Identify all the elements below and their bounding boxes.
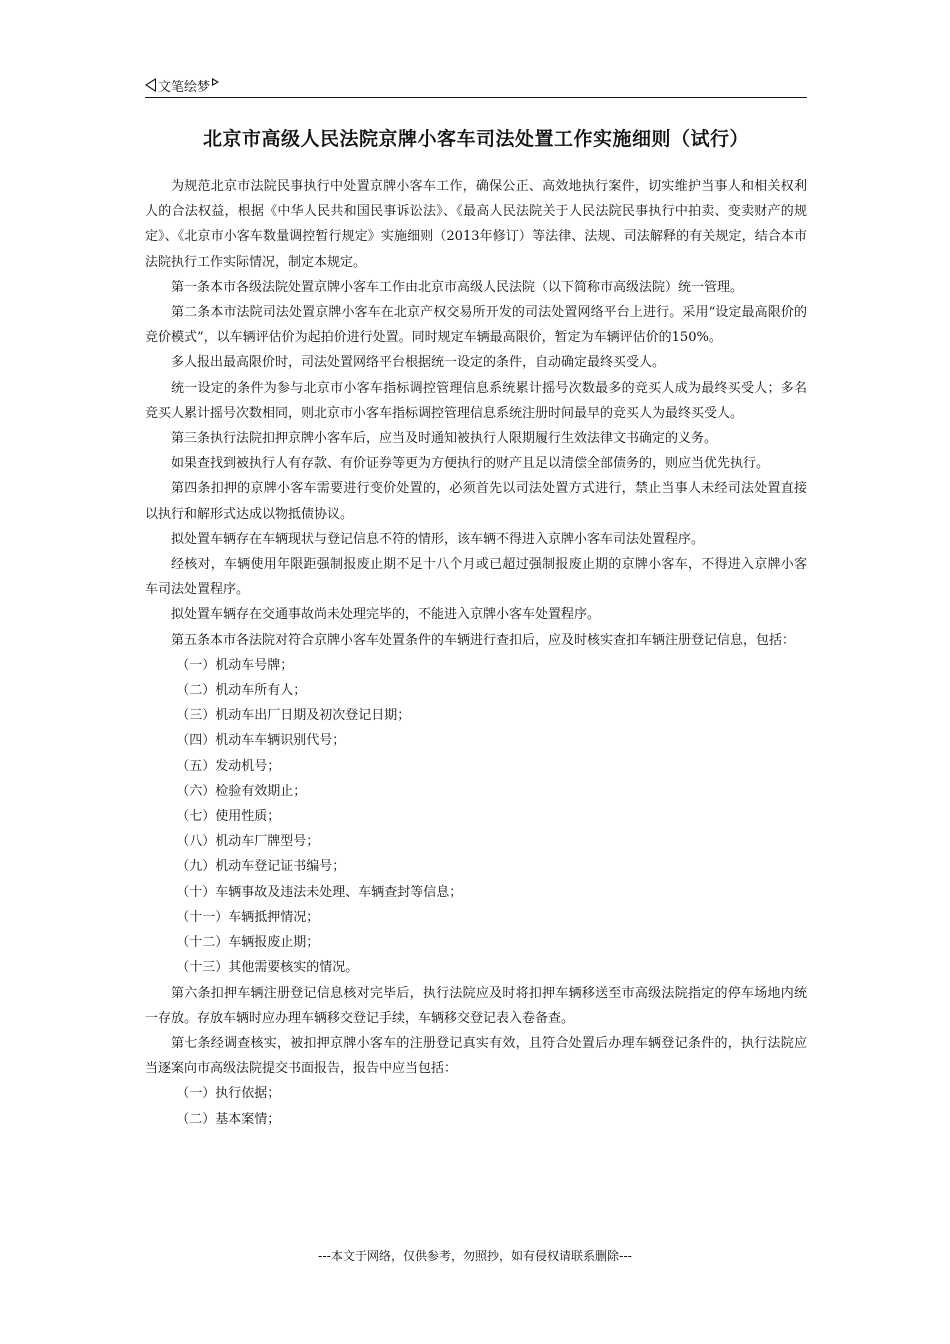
paragraph: 第五条本市各法院对符合京牌小客车处置条件的车辆进行查扣后，应及时核实查扣车辆注册登记信息，包括： [171, 632, 796, 648]
paragraph: 第三条执行法院扣押京牌小客车后，应当及时通知被执行人限期履行生效法律文书确定的义务。 [171, 431, 718, 447]
paragraph: 第六条扣押车辆注册登记信息核对完毕后，执行法院应及时将扣押车辆移送至市高级法院指定的停车场地内统一存放。存放车辆时应办理车辆移交登记手续，车辆移交登记表入卷备查。 [145, 985, 807, 1026]
list-item: （八）机动车厂牌型号； [176, 834, 320, 850]
list-item: （二）基本案情； [176, 1111, 281, 1127]
paragraph: 第二条本市法院司法处置京牌小客车在北京产权交易所开发的司法处置网络平台上进行。采用“设定最高限价的竞价模式”，以车辆评估价为起拍价进行处置。同时规定车辆最高限价，暂定为车辆评估价的150%。 [145, 305, 807, 346]
list-item: （四）机动车车辆识别代号； [176, 733, 346, 749]
triangle-right-icon [212, 78, 219, 86]
list-item: （六）检验有效期止； [176, 783, 307, 799]
document-body [145, 174, 807, 1132]
document-title: 北京市高级人民法院京牌小客车司法处置工作实施细则（试行） [202, 128, 749, 150]
paragraph: 拟处置车辆存在车辆现状与登记信息不符的情形，该车辆不得进入京牌小客车司法处置程序。 [171, 531, 705, 547]
paragraph: 统一设定的条件为参与北京市小客车指标调控管理信息系统累计摇号次数最多的竞买人成为最终买受人；多名竞买人累计摇号次数相同，则北京市小客车指标调控管理信息系统注册时间最早的竞买人为最终买受人。 [145, 380, 807, 421]
paragraph: 为规范北京市法院民事执行中处置京牌小客车工作，确保公正、高效地执行案件，切实维护当事人和相关权利人的合法权益，根据《中华人民共和国民事诉讼法》、《最高人民法院关于人民法院民事执行中拍卖、变卖财产的规定》、《北京市小客车数量调控暂行规定》实施细则（2013年修订）等法律、法规、司法解释的有关规定，结合本市法院执行工作实际情况，制定本规定。 [145, 179, 807, 270]
list-item: （十三）其他需要核实的情况。 [176, 960, 359, 976]
list-item: （三）机动车出厂日期及初次登记日期； [176, 708, 411, 724]
paragraph: 拟处置车辆存在交通事故尚未处理完毕的，不能进入京牌小客车处置程序。 [171, 607, 601, 623]
paragraph: 第七条经调查核实，被扣押京牌小客车的注册登记真实有效，且符合处置后办理车辆登记条件的，执行法院应当逐案向市高级法院提交书面报告，报告中应当包括： [145, 1035, 807, 1077]
page-header [145, 74, 219, 96]
list-item: （二）机动车所有人； [176, 683, 307, 699]
paragraph: 经核对，车辆使用年限距强制报废止期不足十八个月或已超过强制报废止期的京牌小客车，不得进入京牌小客车司法处置程序。 [145, 557, 807, 598]
list-item: （一）执行依据； [176, 1086, 281, 1102]
paragraph: 多人报出最高限价时，司法处置网络平台根据统一设定的条件，自动确定最终买受人。 [171, 355, 666, 371]
list-item: （九）机动车登记证书编号； [176, 859, 346, 875]
header-brand: 文笔绘梦 [158, 79, 211, 95]
paragraph: 第四条扣押的京牌小客车需要进行变价处置的，必须首先以司法处置方式进行，禁止当事人未经司法处置直接以执行和解形式达成以物抵债协议。 [145, 481, 807, 522]
header-rule [145, 97, 807, 98]
list-item: （十二）车辆报废止期； [176, 935, 320, 951]
list-item: （一）机动车号牌； [176, 657, 294, 673]
paragraph: 第一条本市各级法院处置京牌小客车工作由北京市高级人民法院（以下简称市高级法院）统一管理。 [171, 279, 744, 295]
list-item: （五）发动机号； [176, 758, 281, 774]
list-item: （十一）车辆抵押情况； [176, 909, 320, 925]
paragraph: 如果查找到被执行人有存款、有价证券等更为方便执行的财产且足以清偿全部债务的，则应当优先执行。 [171, 456, 770, 472]
list-item: （七）使用性质； [176, 809, 281, 825]
triangle-left-icon [145, 78, 156, 92]
list-item: （十）车辆事故及违法未处理、车辆查封等信息； [176, 884, 463, 900]
page-footer-disclaimer: ---本文于网络，仅供参考，勿照抄，如有侵权请联系删除--- [318, 1249, 632, 1263]
